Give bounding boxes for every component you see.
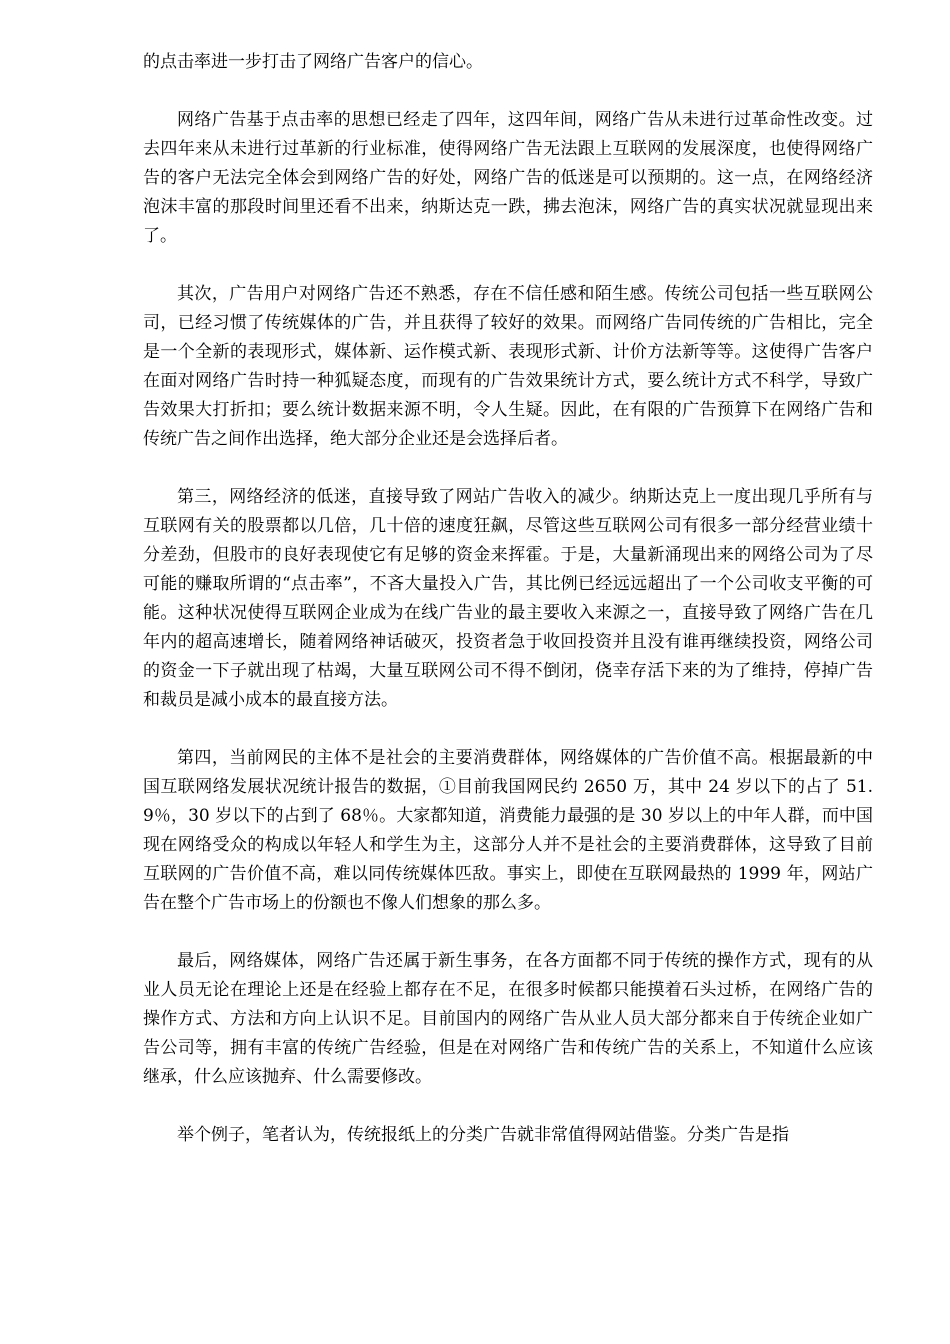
paragraph-continuation: 的点击率进一步打击了网络广告客户的信心。 [143,52,483,72]
paragraph-example: 举个例子，笔者认为，传统报纸上的分类广告就非常值得网站借鉴。分类广告是指 [177,1125,789,1145]
paragraph-second-reason: 其次，广告用户对网络广告还不熟悉，存在不信任感和陌生感。传统公司包括一些互联网公司，已经习惯了传统媒体的广告，并且获得了较好的效果。而网络广告同传统的广告相比，完全是一个全新的表现形式，媒体新、运作模式新、表现形式新、计价方法新等等。这使得广告客户在面对网络广告时持一种狐疑态度，而现有的广告效果统计方式，要么统计方式不科学，导致广告效果大打折扣；要么统计数据来源不明，令人生疑。因此，在有限的广告预算下在网络广告和传统广告之间作出选择，绝大部分企业还是会选择后者。 [143,284,873,449]
paragraph-click-rate: 网络广告基于点击率的思想已经走了四年，这四年间，网络广告从未进行过革命性改变。过去四年来从未进行过革新的行业标准，使得网络广告无法跟上互联网的发展深度，也使得网络广告的客户无法完全体会到网络广告的好处，网络广告的低迷是可以预期的。这一点，在网络经济泡沫丰富的那段时间里还看不出来，纳斯达克一跌，拂去泡沫，网络广告的真实状况就显现出来了。 [143,110,873,246]
paragraph-fourth-reason: 第四，当前网民的主体不是社会的主要消费群体，网络媒体的广告价值不高。根据最新的中国互联网络发展状况统计报告的数据，①目前我国网民约 2650 万，其中 24 岁以下的占了 51.9％，30 岁以下的占到了 68％。大家都知道，消费能力最强的是 30 岁以上的中年人群，而中国现在网络受众的构成以年轻人和学生为主，这部分人并不是社会的主要消费群体，这导致了目前互联网的广告价值不高，难以同传统媒体匹敌。事实上，即使在互联网最热的 1999 年，网站广告在整个广告市场上的份额也不像人们想象的那么多。 [143,748,873,913]
paragraph-third-reason: 第三，网络经济的低迷，直接导致了网站广告收入的减少。纳斯达克上一度出现几乎所有与互联网有关的股票都以几倍，几十倍的速度狂飙，尽管这些互联网公司有很多一部分经营业绩十分差劲，但股市的良好表现使它有足够的资金来挥霍。于是，大量新涌现出来的网络公司为了尽可能的赚取所谓的“点击率”，不吝大量投入广告，其比例已经远远超出了一个公司收支平衡的可能。这种状况使得互联网企业成为在线广告业的最主要收入来源之一，直接导致了网络广告在几年内的超高速增长，随着网络神话破灭，投资者急于收回投资并且没有谁再继续投资，网络公司的资金一下子就出现了枯竭，大量互联网公司不得不倒闭，侥幸存活下来的为了维持，停掉广告和裁员是减小成本的最直接方法。 [143,487,873,710]
body-text [143,48,873,1179]
paragraph-last-reason: 最后，网络媒体，网络广告还属于新生事务，在各方面都不同于传统的操作方式，现有的从业人员无论在理论上还是在经验上都存在不足，在很多时候都只能摸着石头过桥，在网络广告的操作方式、方法和方向上认识不足。目前国内的网络广告从业人员大部分都来自于传统企业如广告公司等，拥有丰富的传统广告经验，但是在对网络广告和传统广告的关系上，不知道什么应该继承，什么应该抛弃、什么需要修改。 [143,951,873,1087]
